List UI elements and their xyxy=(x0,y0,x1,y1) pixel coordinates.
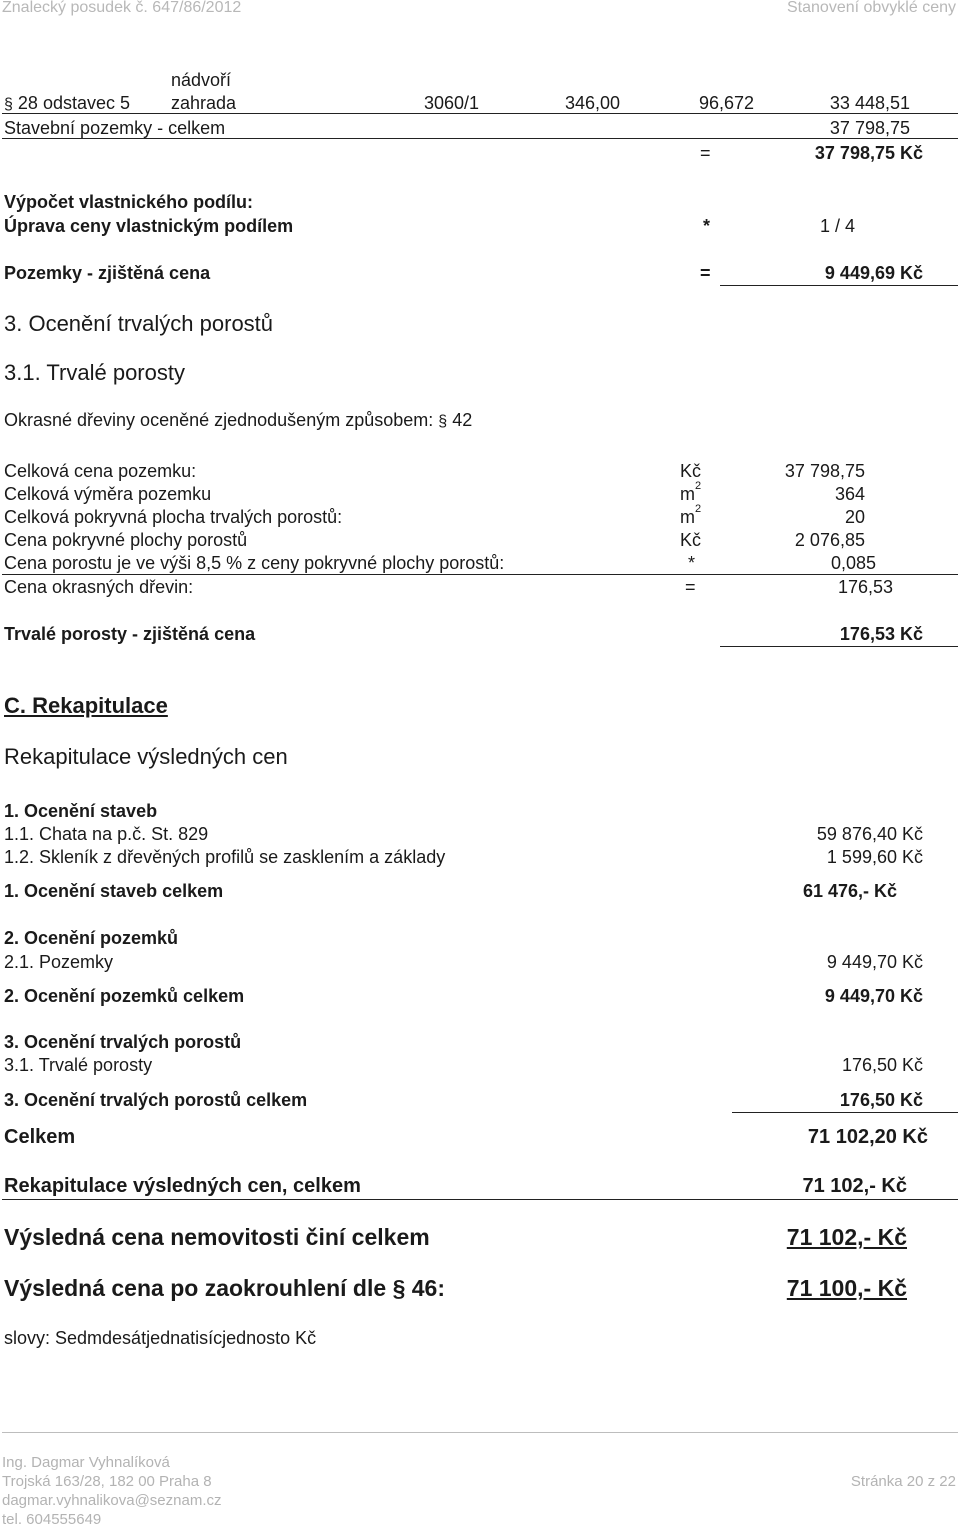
doc-header-right: Stanovení obvyklé ceny xyxy=(787,0,956,16)
calc-value: 2 076,85 xyxy=(794,530,865,550)
price-in-words: slovy: Sedmdesátjednatisícjednosto Kč xyxy=(4,1328,317,1348)
section-sign-icon: § xyxy=(392,1275,406,1301)
recap-sum-label: Rekapitulace výsledných cen, celkem xyxy=(4,1175,361,1197)
calc-unit: $m^2$ xyxy=(680,503,702,527)
section-sign-icon: § xyxy=(4,96,13,113)
land-row-unit-price: 96,672 xyxy=(698,93,754,113)
calc-value: 37 798,75 xyxy=(784,461,865,481)
recap-s2-total-value: 9 449,70 Kč xyxy=(824,986,923,1006)
calc-label: Celková cena pozemku: xyxy=(4,461,197,481)
calc-label: Cena okrasných dřevin: xyxy=(4,577,194,597)
recap-s1-total-label: 1. Ocenění staveb celkem xyxy=(4,881,224,901)
share-label: Úprava ceny vlastnickým podílem xyxy=(4,216,294,236)
calc-value: 364 xyxy=(834,484,865,504)
recap-item-label: 2.1. Pozemky xyxy=(4,952,114,972)
divider xyxy=(720,285,958,286)
plants-price-label: Trvalé porosty - zjištěná cena xyxy=(4,624,256,644)
calc-label: Celková výměra pozemku xyxy=(4,484,212,504)
recap-item-value: 1 599,60 Kč xyxy=(826,847,923,867)
calc-unit: Kč xyxy=(680,461,702,481)
recap-item-value: 176,50 Kč xyxy=(841,1055,923,1075)
calc-value: 0,085 xyxy=(830,553,876,573)
recap-subtitle: Rekapitulace výsledných cen xyxy=(4,744,288,769)
land-price-label: Pozemky - zjištěná cena xyxy=(4,263,211,283)
calc-unit: $m^2$ xyxy=(680,480,702,504)
calc-label: Cena porostu je ve výši 8,5 % z ceny pokryvné plochy porostů: xyxy=(4,553,505,573)
recap-s1-title: 1. Ocenění staveb xyxy=(4,801,158,821)
footer-name: Ing. Dagmar Vyhnalíková xyxy=(2,1454,170,1471)
recap-item-value: 9 449,70 Kč xyxy=(826,952,923,972)
calc-label: Cena pokryvné plochy porostů xyxy=(4,530,248,550)
land-row-paragraph: § 28 odstavec 5 xyxy=(4,93,130,113)
divider xyxy=(720,646,958,647)
land-row-price: 33 448,51 xyxy=(829,93,910,113)
footer-phone: tel. 604555649 xyxy=(2,1511,102,1528)
recap-sum-value: 71 102,- Kč xyxy=(802,1175,907,1197)
recap-item-label: 1.1. Chata na p.č. St. 829 xyxy=(4,824,209,844)
result-label: Výsledná cena nemovitosti činí celkem xyxy=(4,1224,430,1250)
divider xyxy=(2,574,958,575)
calc-label: Celková pokryvná plocha trvalých porostů: xyxy=(4,507,343,527)
calc-unit: * xyxy=(688,553,696,573)
recap-item-value: 59 876,40 Kč xyxy=(816,824,923,844)
recap-s2-total-label: 2. Ocenění pozemků celkem xyxy=(4,986,245,1006)
page-number: Stránka 20 z 22 xyxy=(850,1473,956,1490)
land-sum-value: 37 798,75 Kč xyxy=(814,143,923,163)
land-row-area: 346,00 xyxy=(564,93,620,113)
plants-price-value: 176,53 Kč xyxy=(839,624,923,644)
land-sum-op: = xyxy=(700,143,711,163)
recap-s2-title: 2. Ocenění pozemků xyxy=(4,928,179,948)
divider xyxy=(2,113,958,114)
share-op: * xyxy=(703,216,711,236)
recap-s1-total-value: 61 476,- Kč xyxy=(803,881,898,901)
calc-unit: Kč xyxy=(680,530,702,550)
recap-total-value: 71 102,20 Kč xyxy=(807,1126,928,1148)
share-title: Výpočet vlastnického podílu: xyxy=(4,192,254,212)
doc-header-left: Znalecký posudek č. 647/86/2012 xyxy=(2,0,242,16)
section-sign-icon: § xyxy=(438,413,448,430)
divider xyxy=(2,138,958,139)
rounded-label: Výsledná cena po zaokrouhlení dle § 46: xyxy=(4,1275,445,1301)
recap-item-label: 1.2. Skleník z dřevěných profilů se zasklením a základy xyxy=(4,847,446,867)
footer-email[interactable]: dagmar.vyhnalikova@seznam.cz xyxy=(2,1492,222,1509)
footer-divider xyxy=(2,1432,958,1433)
recap-total-label: Celkem xyxy=(4,1126,76,1148)
result-value: 71 102,- Kč xyxy=(786,1224,907,1250)
calc-unit: = xyxy=(685,577,696,597)
recap-s3-title: 3. Ocenění trvalých porostů xyxy=(4,1032,242,1052)
land-total-label: Stavební pozemky - celkem xyxy=(4,118,226,138)
calc-value: 20 xyxy=(844,507,865,527)
footer-address: Trojská 163/28, 182 00 Praha 8 xyxy=(2,1473,212,1490)
land-price-value: 9 449,69 Kč xyxy=(824,263,923,283)
divider xyxy=(2,1199,958,1200)
recap-s3-total-label: 3. Ocenění trvalých porostů celkem xyxy=(4,1090,308,1110)
land-row-type: zahrada xyxy=(171,93,237,113)
land-price-op: = xyxy=(700,263,711,283)
rounded-value: 71 100,- Kč xyxy=(786,1275,907,1301)
divider xyxy=(732,1112,958,1113)
land-row-parcel: 3060/1 xyxy=(424,93,480,113)
land-row-line1: nádvoří xyxy=(171,70,232,90)
section3-sub: 3.1. Trvalé porosty xyxy=(4,360,185,385)
recap-title: C. Rekapitulace xyxy=(4,693,168,718)
calc-value: 176,53 xyxy=(837,577,893,597)
share-value: 1 / 4 xyxy=(820,216,856,236)
recap-s3-total-value: 176,50 Kč xyxy=(839,1090,923,1110)
section3-intro: Okrasné dřeviny oceněné zjednodušeným způsobem: § 42 xyxy=(4,410,473,430)
recap-item-label: 3.1. Trvalé porosty xyxy=(4,1055,153,1075)
land-total-value: 37 798,75 xyxy=(829,118,910,138)
section3-title: 3. Ocenění trvalých porostů xyxy=(4,311,274,336)
